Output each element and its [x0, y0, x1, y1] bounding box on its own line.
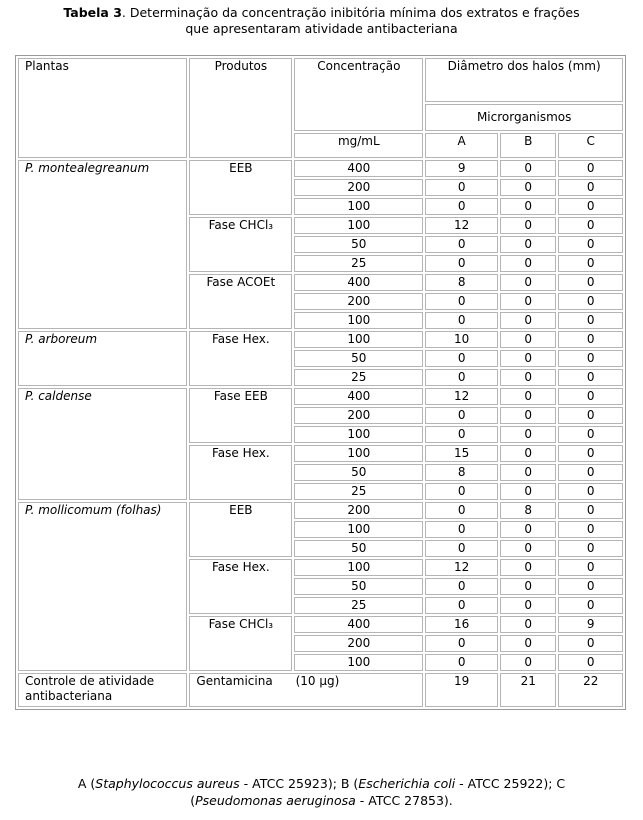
value-b: 0 — [500, 559, 556, 576]
concentration: 25 — [294, 483, 423, 500]
value-b: 0 — [500, 369, 556, 386]
product-name: Fase ACOEt — [189, 274, 292, 329]
table-caption — [0, 5, 643, 37]
product-name: EEB — [189, 160, 292, 215]
results-table — [15, 55, 626, 710]
value-b: 0 — [500, 540, 556, 557]
value-a: 0 — [425, 635, 498, 652]
concentration: 200 — [294, 502, 423, 519]
value-c: 0 — [558, 578, 623, 595]
value-c: 0 — [558, 198, 623, 215]
plant-name: P. arboreum — [18, 331, 187, 386]
value-a: 12 — [425, 217, 498, 234]
value-c: 9 — [558, 616, 623, 633]
value-c: 0 — [558, 274, 623, 291]
value-c: 0 — [558, 236, 623, 253]
concentration: 100 — [294, 217, 423, 234]
value-b: 0 — [500, 331, 556, 348]
value-c: 0 — [558, 445, 623, 462]
plant-name: P. mollicomum (folhas) — [18, 502, 187, 671]
control-b: 21 — [500, 673, 556, 707]
product-name: Fase Hex. — [189, 445, 292, 500]
control-product: Gentamicina (10 µg) — [189, 673, 423, 707]
concentration: 200 — [294, 293, 423, 310]
value-c: 0 — [558, 483, 623, 500]
value-a: 15 — [425, 445, 498, 462]
value-a: 0 — [425, 179, 498, 196]
concentration: 25 — [294, 369, 423, 386]
value-c: 0 — [558, 312, 623, 329]
concentration: 400 — [294, 616, 423, 633]
value-a: 0 — [425, 502, 498, 519]
value-b: 0 — [500, 654, 556, 671]
concentration: 100 — [294, 521, 423, 538]
concentration: 100 — [294, 654, 423, 671]
value-b: 0 — [500, 179, 556, 196]
value-c: 0 — [558, 331, 623, 348]
value-a: 12 — [425, 559, 498, 576]
concentration: 50 — [294, 578, 423, 595]
footnote-c-strain: - ATCC 27853). — [355, 793, 453, 808]
value-c: 0 — [558, 654, 623, 671]
concentration: 200 — [294, 179, 423, 196]
footnote-b-species: Escherichia coli — [358, 776, 456, 791]
value-c: 0 — [558, 388, 623, 405]
footnote-c-species: Pseudomonas aeruginosa — [195, 793, 356, 808]
concentration: 50 — [294, 464, 423, 481]
value-c: 0 — [558, 350, 623, 367]
value-b: 0 — [500, 407, 556, 424]
value-a: 0 — [425, 407, 498, 424]
value-a: 0 — [425, 540, 498, 557]
value-c: 0 — [558, 635, 623, 652]
control-label: Controle de atividade antibacteriana — [18, 673, 187, 707]
value-a: 16 — [425, 616, 498, 633]
header-concentracao: Concentração — [294, 58, 423, 131]
table-row — [18, 331, 623, 348]
concentration: 25 — [294, 255, 423, 272]
concentration: 50 — [294, 350, 423, 367]
control-row — [18, 673, 623, 707]
header-diametro: Diâmetro dos halos (mm) — [425, 58, 623, 102]
value-b: 0 — [500, 483, 556, 500]
product-name: EEB — [189, 502, 292, 557]
header-unit: mg/mL — [294, 133, 423, 158]
value-c: 0 — [558, 293, 623, 310]
value-c: 0 — [558, 160, 623, 177]
footnote-a-strain: - ATCC 25923); B ( — [239, 776, 359, 791]
value-a: 0 — [425, 654, 498, 671]
value-a: 0 — [425, 521, 498, 538]
header-plantas: Plantas — [18, 58, 187, 158]
value-c: 0 — [558, 217, 623, 234]
header-microrganismos: Microrganismos — [425, 104, 623, 131]
concentration: 200 — [294, 635, 423, 652]
value-a: 10 — [425, 331, 498, 348]
concentration: 400 — [294, 274, 423, 291]
footnote-b-strain: - ATCC 25922); C — [455, 776, 566, 791]
header-produtos: Produtos — [189, 58, 292, 158]
control-a: 19 — [425, 673, 498, 707]
value-b: 0 — [500, 217, 556, 234]
control-c: 22 — [558, 673, 623, 707]
value-b: 0 — [500, 255, 556, 272]
concentration: 25 — [294, 597, 423, 614]
caption-label: Tabela 3 — [63, 5, 122, 20]
value-a: 0 — [425, 426, 498, 443]
value-a: 12 — [425, 388, 498, 405]
value-b: 0 — [500, 236, 556, 253]
value-a: 0 — [425, 483, 498, 500]
value-c: 0 — [558, 502, 623, 519]
value-a: 0 — [425, 312, 498, 329]
value-c: 0 — [558, 407, 623, 424]
value-c: 0 — [558, 559, 623, 576]
value-b: 0 — [500, 274, 556, 291]
value-b: 0 — [500, 635, 556, 652]
value-b: 0 — [500, 198, 556, 215]
value-b: 0 — [500, 464, 556, 481]
plant-name: P. montealegreanum — [18, 160, 187, 329]
value-b: 0 — [500, 578, 556, 595]
value-a: 0 — [425, 578, 498, 595]
value-c: 0 — [558, 426, 623, 443]
value-a: 0 — [425, 350, 498, 367]
value-b: 0 — [500, 521, 556, 538]
value-a: 0 — [425, 236, 498, 253]
table-row — [18, 502, 623, 519]
product-name: Fase CHCl₃ — [189, 616, 292, 671]
value-c: 0 — [558, 255, 623, 272]
concentration: 100 — [294, 445, 423, 462]
value-a: 8 — [425, 464, 498, 481]
value-c: 0 — [558, 464, 623, 481]
footnote-a-species: Staphylococcus aureus — [95, 776, 240, 791]
footnote-a-label: A ( — [77, 776, 96, 791]
value-c: 0 — [558, 179, 623, 196]
concentration: 100 — [294, 312, 423, 329]
header-c: C — [558, 133, 623, 158]
value-a: 0 — [425, 293, 498, 310]
value-c: 0 — [558, 369, 623, 386]
footnote-c-open: ( — [190, 793, 196, 808]
product-name: Fase CHCl₃ — [189, 217, 292, 272]
value-b: 8 — [500, 502, 556, 519]
concentration: 100 — [294, 559, 423, 576]
value-b: 0 — [500, 350, 556, 367]
caption-text: . Determinação da concentração inibitória mínima dos extratos e frações — [121, 5, 580, 20]
value-b: 0 — [500, 293, 556, 310]
concentration: 200 — [294, 407, 423, 424]
value-c: 0 — [558, 521, 623, 538]
value-b: 0 — [500, 445, 556, 462]
concentration: 100 — [294, 426, 423, 443]
value-b: 0 — [500, 597, 556, 614]
concentration: 50 — [294, 236, 423, 253]
value-a: 0 — [425, 369, 498, 386]
concentration: 400 — [294, 160, 423, 177]
header-b: B — [500, 133, 556, 158]
concentration: 400 — [294, 388, 423, 405]
value-c: 0 — [558, 597, 623, 614]
value-b: 0 — [500, 388, 556, 405]
value-b: 0 — [500, 312, 556, 329]
caption-line2: que apresentaram atividade antibacteriana — [185, 21, 458, 36]
value-a: 0 — [425, 255, 498, 272]
value-b: 0 — [500, 616, 556, 633]
table-row — [18, 160, 623, 177]
footnote — [0, 775, 643, 809]
header-a: A — [425, 133, 498, 158]
plant-name: P. caldense — [18, 388, 187, 500]
value-c: 0 — [558, 540, 623, 557]
concentration: 100 — [294, 198, 423, 215]
value-a: 0 — [425, 198, 498, 215]
product-name: Fase Hex. — [189, 559, 292, 614]
concentration: 50 — [294, 540, 423, 557]
value-b: 0 — [500, 426, 556, 443]
value-a: 9 — [425, 160, 498, 177]
product-name: Fase EEB — [189, 388, 292, 443]
value-a: 8 — [425, 274, 498, 291]
product-name: Fase Hex. — [189, 331, 292, 386]
table-row — [18, 388, 623, 405]
concentration: 100 — [294, 331, 423, 348]
value-b: 0 — [500, 160, 556, 177]
value-a: 0 — [425, 597, 498, 614]
